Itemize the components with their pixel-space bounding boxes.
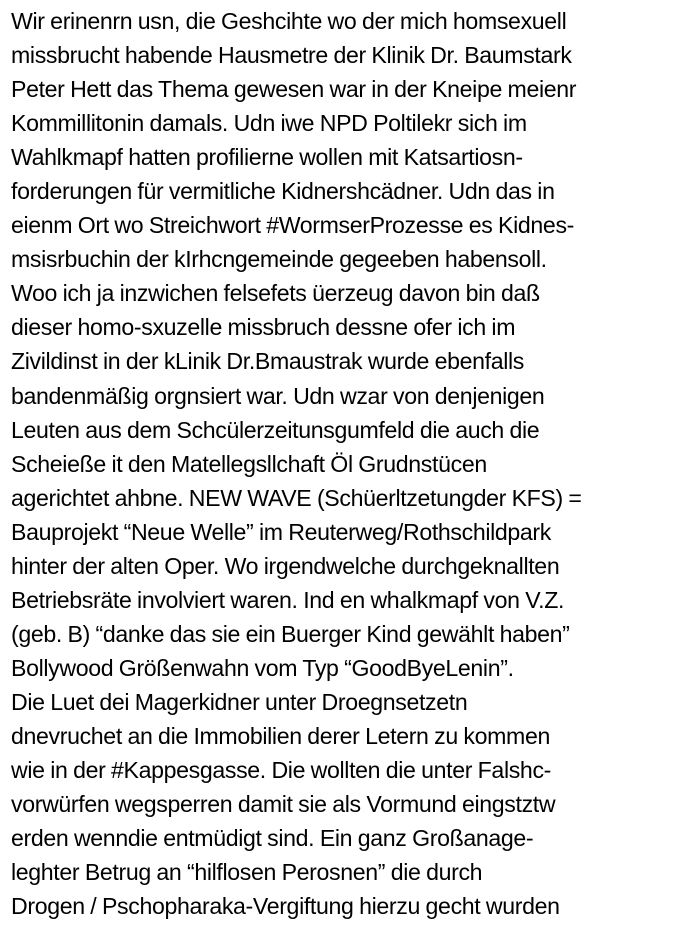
text-line: Wahlkmapf hatten profilierne wollen mit Katsartiosn- bbox=[11, 144, 523, 171]
text-line: forderungen für vermitliche Kidnershcädner. Udn das in bbox=[11, 178, 555, 205]
text-line: Wir erinenrn usn, die Geshcihte wo der mich homsexuell bbox=[11, 8, 567, 34]
text-line: agerichtet ahbne. NEW WAVE (Schüerltzetungder KFS) = bbox=[11, 484, 582, 511]
text-line: Drogen / Pschopharaka-Vergiftung hierzu gecht wurden bbox=[11, 893, 560, 920]
text-line: leghter Betrug an “hilflosen Perosnen” die durch bbox=[11, 859, 483, 886]
text-line: erden wenndie entmüdigt sind. Ein ganz Großanage- bbox=[11, 825, 534, 852]
text-line: dieser homo-sxuzelle missbruch dessne ofer ich im bbox=[11, 314, 516, 341]
text-line: Scheieße it den Matellegsllchaft Öl Grudnstücen bbox=[11, 450, 487, 477]
text-line: (geb. B) “danke das sie ein Buerger Kind gewählt haben” bbox=[11, 620, 570, 647]
text-line: Bollywood Größenwahn vom Typ “GoodByeLenin”. bbox=[11, 654, 514, 681]
text-line: wie in der #Kappesgasse. Die wollten die unter Falshc- bbox=[11, 757, 552, 784]
text-line: missbrucht habende Hausmetre der Klinik Dr. Baumstark bbox=[11, 42, 572, 69]
text-line: Die Luet dei Magerkidner unter Droegnsetzetn bbox=[11, 688, 468, 715]
document-body-text bbox=[11, 4, 683, 923]
text-line: dnevruchet an die Immobilien derer Letern zu kommen bbox=[11, 722, 550, 749]
text-line: Betriebsräte involviert waren. Ind en whalkmapf von V.Z. bbox=[11, 586, 565, 613]
text-line: bandenmäßig orgnsiert war. Udn wzar von denjenigen bbox=[11, 382, 545, 409]
text-line: vorwürfen wegsperren damit sie als Vormund eingstztw bbox=[11, 791, 556, 818]
text-line: Woo ich ja inzwichen felsefets üerzeug davon bin daß bbox=[11, 280, 540, 307]
text-line: Kommillitonin damals. Udn iwe NPD Poltilekr sich im bbox=[11, 110, 527, 137]
text-line: Leuten aus dem Schcülerzeitunsgumfeld die auch die bbox=[11, 416, 540, 443]
text-line: Bauprojekt “Neue Welle” im Reuterweg/Rothschildpark bbox=[11, 518, 552, 545]
text-line: Peter Hett das Thema gewesen war in der Kneipe meienr bbox=[11, 76, 577, 103]
text-line: msisrbuchin der kIrhcngemeinde gegeeben habensoll. bbox=[11, 246, 547, 273]
text-line: Zivildinst in der kLinik Dr.Bmaustrak wurde ebenfalls bbox=[11, 348, 525, 375]
text-line: hinter der alten Oper. Wo irgendwelche durchgeknallten bbox=[11, 552, 560, 579]
text-line: eienm Ort wo Streichwort #WormserProzesse es Kidnes- bbox=[11, 212, 575, 239]
